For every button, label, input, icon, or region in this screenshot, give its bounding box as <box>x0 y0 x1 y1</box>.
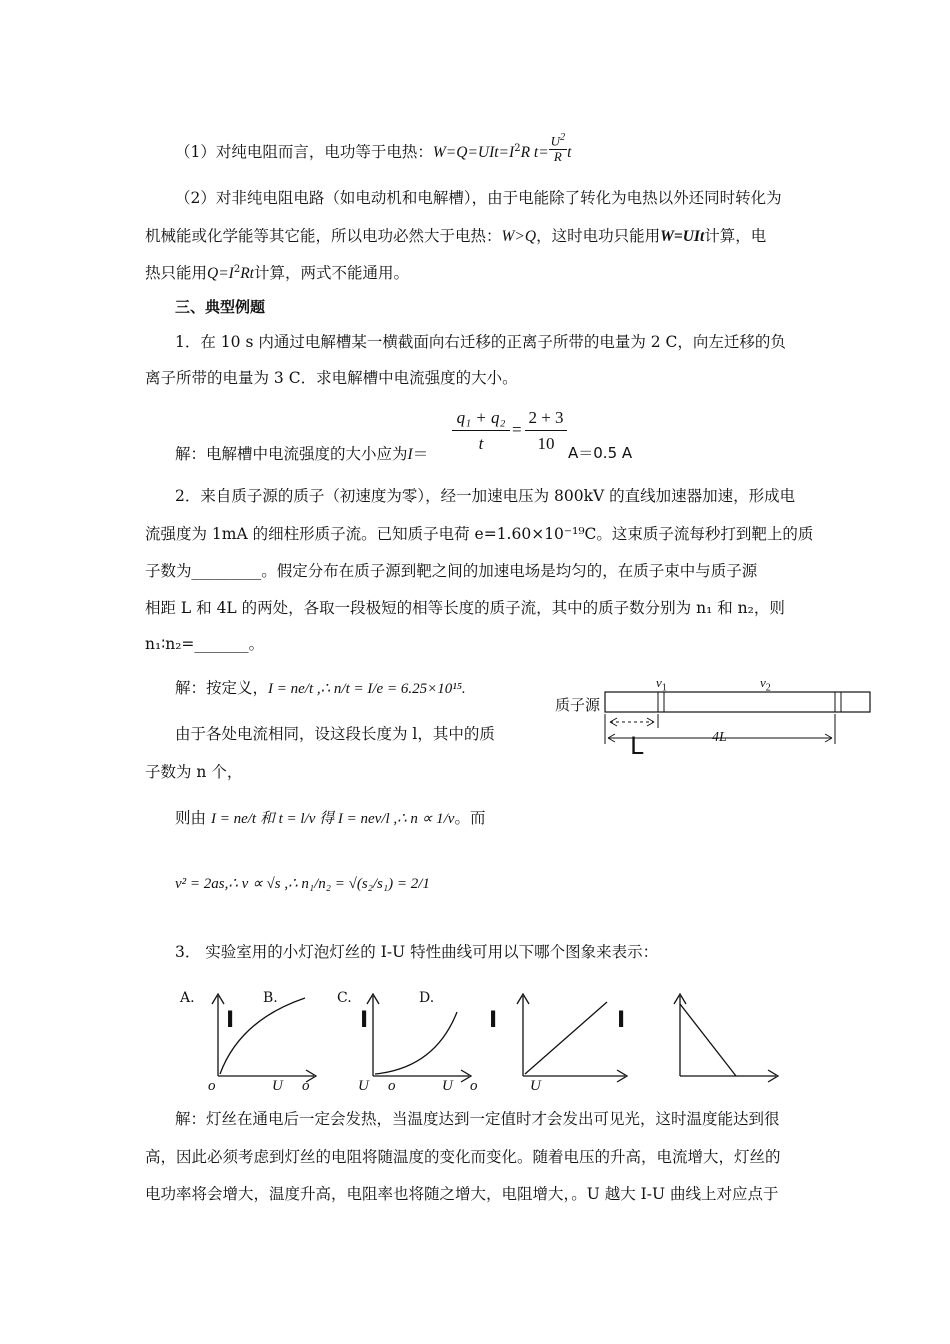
q1-fraction-1: q₁ + q₂ t <box>452 408 510 454</box>
q1-fraction-2: 2 + 3 10 <box>525 408 567 454</box>
q3-solution-2: 高，因此必须考虑到灯丝的电阻将随温度的变化而变化。随着电压的升高，电流增大，灯丝的 <box>145 1148 781 1166</box>
q2-line-2: 流强度为 1mA 的细柱形质子流。已知质子电荷 e=1.60×10⁻¹⁹C。这束质子流每秒打到靶上的质 <box>145 525 814 543</box>
axis-origin: o <box>388 1078 396 1094</box>
graph-label-b: B. <box>263 990 278 1006</box>
graph-label-a: A. <box>180 990 195 1006</box>
non-pure-line-2: 机械能或化学能等其它能，所以电功必然大于电热：W>Q，这时电功只能用W=UIt计算，电 <box>145 227 767 245</box>
q2-line-5: n₁∶n₂=_______。 <box>145 635 265 653</box>
q2-line-1: 2．来自质子源的质子（初速度为零），经一加速电压为 800kV 的直线加速器加速，形成电 <box>175 487 796 505</box>
axis-x-label: U <box>272 1078 283 1094</box>
q2-solution-5: v² = 2as,∴ v ∝ √s ,∴ n₁/n₂ = √(s₂/s₁) = 2/1 <box>175 876 430 892</box>
q2-solution-3: 子数为 n 个， <box>145 763 243 781</box>
q2-solution-2: 由于各处电流相同，设这段长度为 l，其中的质 <box>175 725 495 743</box>
axis-origin: o <box>208 1078 216 1094</box>
fraction-u2-over-r: $\frac{U^2}{R}$ <box>550 132 566 164</box>
axis-origin: o <box>302 1078 310 1094</box>
graph-b <box>365 990 475 1080</box>
graph-a <box>210 990 320 1080</box>
graph-d <box>672 990 782 1080</box>
v1-label: $v_1$ <box>656 675 667 694</box>
q3-solution-1: 解：灯丝在通电后一定会发热，当温度达到一定值时才会发出可见光，这时温度能达到很 <box>175 1110 780 1128</box>
q1-solution: 解：电解槽中电流强度的大小应为I＝ <box>175 445 429 463</box>
graph-y-label: I <box>360 1008 369 1033</box>
axis-origin: o <box>470 1078 478 1094</box>
q1-line-2: 离子所带的电量为 3 C．求电解槽中电流强度的大小。 <box>145 369 518 387</box>
graph-y-label: I <box>489 1008 498 1033</box>
graph-y-label: I <box>617 1008 626 1033</box>
graph-label-c: C. <box>337 990 352 1006</box>
q2-solution-4: 则由 I = ne/t 和 t = l/v 得 I = nev/l ,∴ n ∝ 1/v。而 <box>175 809 486 827</box>
q1-equals: = <box>512 420 522 439</box>
q2-line-4: 相距 L 和 4L 的两处，各取一段极短的相等长度的质子流，其中的质子数分别为 n₁ 和 n₂，则 <box>145 599 785 617</box>
axis-x-label: U <box>442 1078 453 1094</box>
q1-line-1: 1．在 10 s 内通过电解槽某一横截面向右迁移的正离子所带的电量为 2 C，向左迁移的负 <box>175 333 786 351</box>
q3-line-1: 3． 实验室用的小灯泡灯丝的 I-U 特性曲线可用以下哪个图象来表示： <box>175 943 659 961</box>
proton-source-label: 质子源 <box>555 696 601 714</box>
non-pure-line-3: 热只能用$Q=I^2Rt$计算，两式不能通用。 <box>145 263 410 282</box>
v2-label: $v_2$ <box>760 675 771 694</box>
section-title: 三、典型例题 <box>175 298 266 316</box>
4L-label: 4L <box>712 730 727 745</box>
q2-line-3: 子数为_________。假定分布在质子源到靶之间的加速电场是均匀的，在质子束中与质子源 <box>145 562 758 580</box>
q1-result: A＝0.5 A <box>568 444 633 462</box>
axis-x-label: U <box>358 1078 369 1094</box>
graph-y-label: I <box>226 1008 235 1033</box>
q2-solution-1: 解：按定义，I = ne/t ,∴ n/t = I/e = 6.25×10¹⁵. <box>175 679 466 697</box>
pure-resistance-line: （1）对纯电阻而言，电功等于电热：$W=Q=UIt=I^2R$ t= $\frac{U^2}{R}$ t <box>175 132 572 164</box>
graph-label-d: D. <box>419 990 435 1006</box>
non-pure-line-1: （2）对非纯电阻电路（如电动机和电解槽），由于电能除了转化为电热以外还同时转化为 <box>175 189 782 207</box>
L-label: L <box>630 732 644 760</box>
graph-c <box>515 990 625 1080</box>
q3-solution-3: 电功率将会增大，温度升高，电阻率也将随之增大，电阻增大，。U 越大 I-U 曲线上对应点于 <box>145 1185 779 1203</box>
axis-x-label: U <box>530 1078 541 1094</box>
